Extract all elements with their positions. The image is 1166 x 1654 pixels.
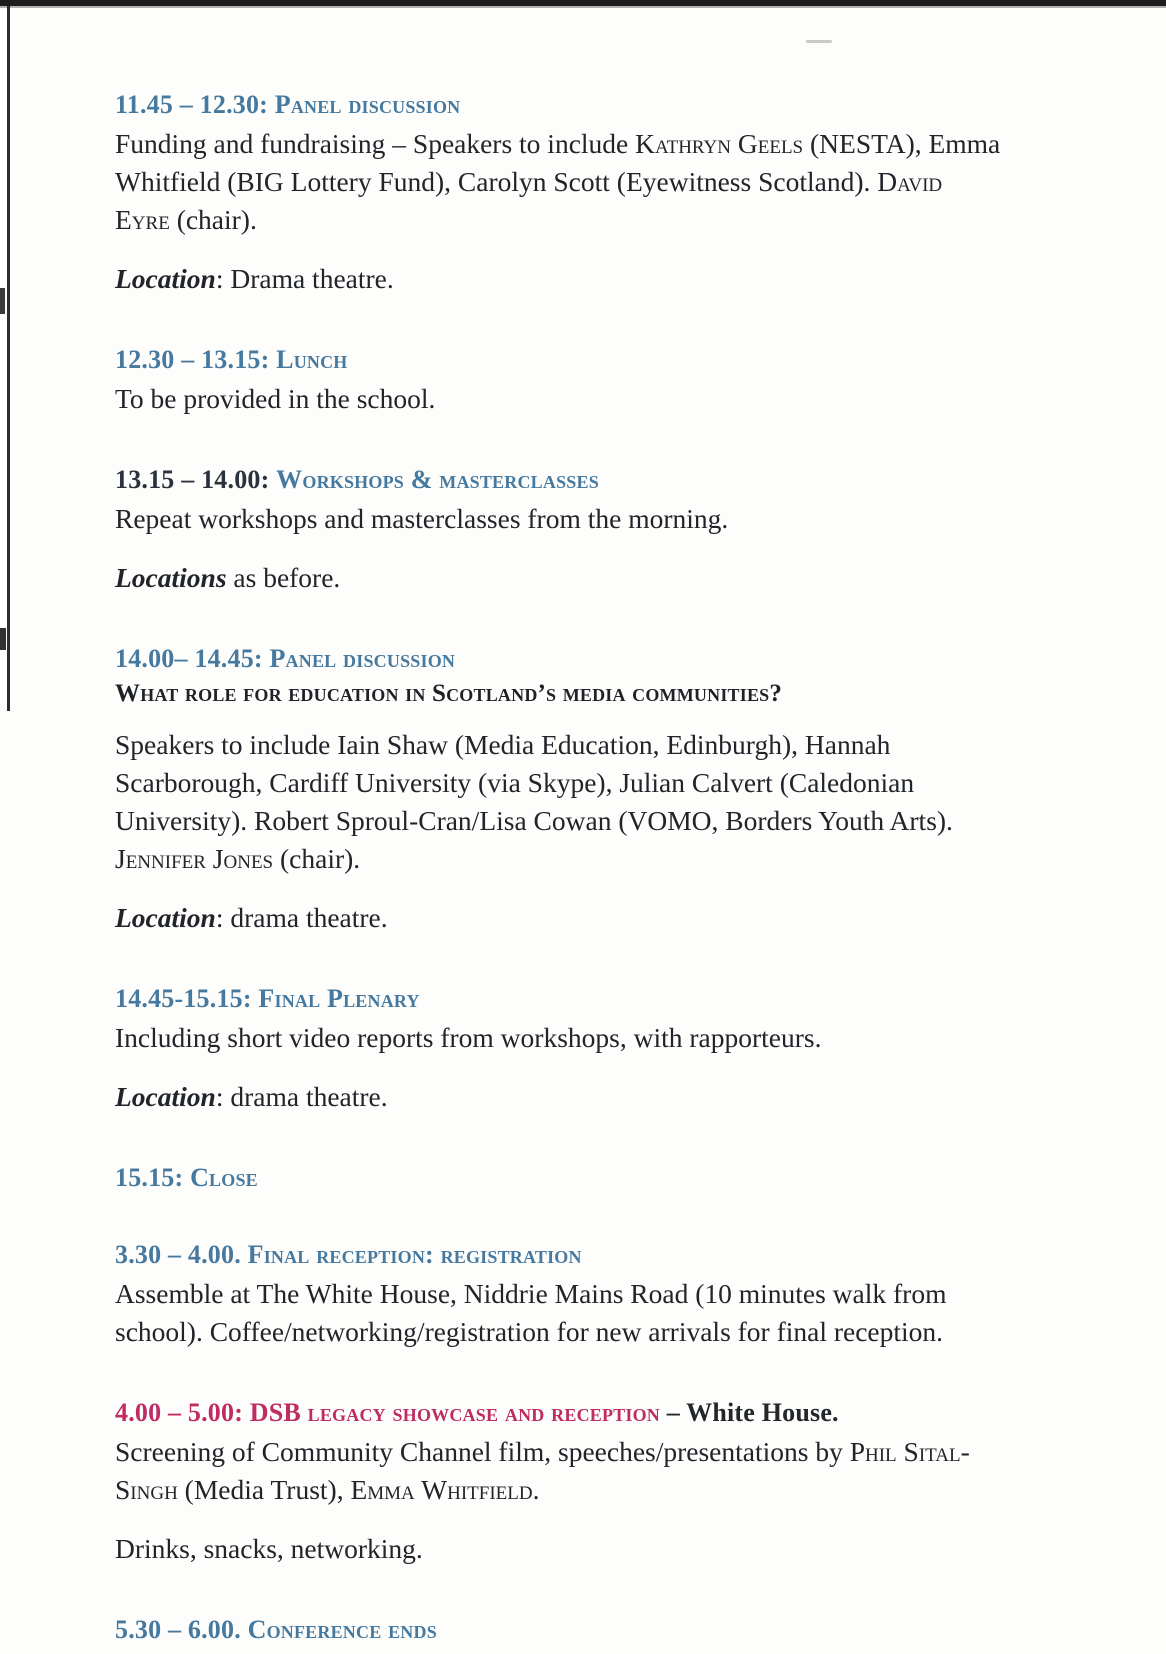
- heading-time: 3.30 – 4.00.: [115, 1240, 241, 1269]
- body-text: (Media Trust),: [177, 1474, 351, 1505]
- heading-title: Panel discussion: [274, 90, 461, 119]
- heading-title: Close: [190, 1163, 258, 1192]
- section-heading: [115, 1240, 1003, 1270]
- section-final-plenary: [115, 984, 1003, 1116]
- section-dsb-legacy-showcase: [115, 1398, 1003, 1568]
- speaker-name: Jennifer Jones: [115, 843, 274, 874]
- scan-edge-left: [7, 6, 10, 711]
- scan-edge-top: [0, 0, 1166, 6]
- schedule-content: [115, 90, 1003, 1650]
- section-body: [115, 1019, 1003, 1057]
- heading-title: Final reception: registration: [247, 1240, 582, 1269]
- location-text: as before.: [226, 562, 341, 593]
- section-body: [115, 125, 1003, 239]
- section-body: [115, 380, 1003, 418]
- heading-venue: – White House.: [666, 1398, 839, 1427]
- section-lunch: [115, 345, 1003, 418]
- body-text: Assemble at The White House, Niddrie Mains Road (10 minutes walk from school). Coffee/networking/registration for new arrivals for final reception.: [115, 1278, 947, 1347]
- body-text: (NESTA), Emma Whitfield (BIG Lottery Fund), Carolyn Scott (Eyewitness Scotland).: [115, 128, 1001, 197]
- section-panel-discussion-1400: [115, 644, 1003, 937]
- body-text: Drinks, snacks, networking.: [115, 1533, 423, 1564]
- body-text: Funding and fundraising – Speakers to include: [115, 128, 636, 159]
- location-text: : drama theatre.: [215, 1081, 388, 1112]
- heading-title: Conference ends: [247, 1615, 437, 1644]
- location-text: : drama theatre.: [215, 902, 388, 933]
- location-line: [115, 559, 1003, 597]
- location-text: : Drama theatre.: [215, 263, 394, 294]
- scan-mark-left-lower: [0, 628, 6, 650]
- heading-time: 14.00– 14.45:: [115, 644, 263, 673]
- section-workshops-masterclasses: [115, 465, 1003, 597]
- location-label: Locations: [115, 562, 227, 593]
- location-label: Location: [115, 1081, 216, 1112]
- heading-title: Final Plenary: [258, 984, 420, 1013]
- section-body-2: [115, 1530, 1003, 1568]
- section-heading: [115, 1163, 1003, 1193]
- body-text: (chair).: [273, 843, 361, 874]
- heading-time: 13.15 – 14.00:: [115, 465, 270, 494]
- heading-time: 12.30 – 13.15:: [115, 345, 270, 374]
- heading-title: Workshops & masterclasses: [276, 465, 599, 494]
- section-close: [115, 1163, 1003, 1193]
- location-line: [115, 260, 1003, 298]
- body-text: Repeat workshops and masterclasses from the morning.: [115, 503, 729, 534]
- body-text: .: [532, 1474, 540, 1505]
- section-heading: [115, 90, 1003, 120]
- speaker-name: David Eyre: [115, 166, 943, 235]
- speaker-name: Phil Sital-Singh: [115, 1436, 970, 1505]
- section-body: [115, 1433, 1003, 1509]
- section-panel-discussion-1145: [115, 90, 1003, 298]
- body-text: To be provided in the school.: [115, 383, 436, 414]
- speaker-name: Emma Whitfield: [350, 1474, 533, 1505]
- scan-smudge: [806, 40, 832, 43]
- section-body: [115, 1275, 1003, 1351]
- speaker-name: Kathryn Geels: [635, 128, 804, 159]
- scan-mark-left-upper: [0, 288, 5, 314]
- heading-title: Lunch: [276, 345, 348, 374]
- panel-question-subheading: What role for education in Scotland’s media communities?: [115, 680, 783, 707]
- heading-time: 5.30 – 6.00.: [115, 1615, 241, 1644]
- heading-time: 15.15:: [115, 1163, 184, 1192]
- heading-time: 4.00 – 5.00: DSB: [115, 1398, 301, 1427]
- section-body: [115, 500, 1003, 538]
- heading-title: Panel discussion: [269, 644, 456, 673]
- section-final-reception-registration: [115, 1240, 1003, 1351]
- location-line: [115, 899, 1003, 937]
- body-text: Including short video reports from workshops, with rapporteurs.: [115, 1022, 822, 1053]
- section-body: [115, 726, 1003, 878]
- heading-time: 11.45 – 12.30:: [115, 90, 269, 119]
- body-text: Screening of Community Channel film, speeches/presentations by: [115, 1436, 850, 1467]
- location-label: Location: [115, 902, 216, 933]
- heading-title: legacy showcase and reception: [307, 1398, 660, 1427]
- section-heading: [115, 984, 1003, 1014]
- section-heading: [115, 644, 1003, 674]
- section-heading: [115, 345, 1003, 375]
- heading-time: 14.45-15.15:: [115, 984, 252, 1013]
- section-heading: [115, 465, 1003, 495]
- body-text: Speakers to include Iain Shaw (Media Education, Edinburgh), Hannah Scarborough, Cardiff University (via Skype), Julian Calvert (Caledonian University). Robert Sproul-Cran/Lisa Cowan (VOMO, Borders Youth Arts).: [115, 729, 953, 836]
- section-heading: [115, 1398, 1003, 1428]
- location-label: Location: [115, 263, 216, 294]
- body-text: (chair).: [169, 204, 257, 235]
- section-conference-ends: [115, 1615, 1003, 1645]
- location-line: [115, 1078, 1003, 1116]
- section-heading: [115, 1615, 1003, 1645]
